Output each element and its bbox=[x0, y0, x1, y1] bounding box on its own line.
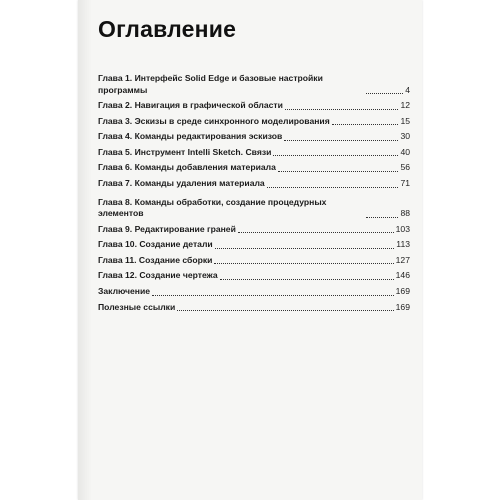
toc-entry-title: Глава 6. Команды добавления материала bbox=[98, 162, 276, 173]
toc-entry bbox=[98, 298, 410, 314]
toc-entry-title: Глава 10. Создание детали bbox=[98, 239, 213, 250]
toc-entry bbox=[98, 251, 410, 267]
dot-leader bbox=[267, 187, 399, 188]
dot-leader bbox=[366, 93, 403, 94]
dot-leader bbox=[284, 140, 398, 141]
book-page bbox=[78, 0, 422, 500]
toc-entry-title: Глава 7. Команды удаления материала bbox=[98, 178, 265, 189]
toc-entry bbox=[98, 220, 410, 236]
dot-leader bbox=[366, 217, 398, 218]
toc-page-number: 40 bbox=[400, 146, 410, 157]
toc-page-number: 71 bbox=[400, 178, 410, 189]
toc-entry bbox=[98, 112, 410, 128]
toc-page-number: 146 bbox=[395, 270, 410, 281]
toc-entry-title: Глава 1. Интерфейс Solid Edge и базовые настройки программы bbox=[98, 73, 323, 95]
toc-entry bbox=[98, 127, 410, 143]
toc-entry bbox=[98, 266, 410, 282]
toc-page-number: 169 bbox=[395, 286, 410, 297]
toc-entry bbox=[98, 235, 410, 251]
toc-entry bbox=[98, 66, 410, 96]
toc-entry-title: Глава 12. Создание чертежа bbox=[98, 270, 218, 281]
table-of-contents bbox=[98, 66, 410, 313]
dot-leader bbox=[177, 310, 393, 311]
toc-entry-title: Глава 8. Команды обработки, создание процедурных элементов bbox=[98, 196, 327, 219]
toc-page-number: 103 bbox=[395, 223, 410, 234]
toc-entry-title: Глава 3. Эскизы в среде синхронного моделирования bbox=[98, 115, 330, 126]
dot-leader bbox=[273, 155, 398, 156]
toc-page-number: 113 bbox=[396, 239, 410, 250]
toc-entry bbox=[98, 96, 410, 112]
dot-leader bbox=[220, 279, 394, 280]
toc-page-number: 169 bbox=[395, 301, 410, 312]
toc-page-number: 88 bbox=[400, 208, 410, 219]
toc-entry bbox=[98, 158, 410, 174]
dot-leader bbox=[152, 295, 394, 296]
toc-page-number: 15 bbox=[400, 115, 410, 126]
toc-page-number: 4 bbox=[405, 84, 410, 95]
toc-entry bbox=[98, 143, 410, 159]
toc-page-number: 127 bbox=[395, 254, 410, 265]
toc-entry bbox=[98, 174, 410, 190]
page-title: Оглавление bbox=[98, 16, 237, 42]
toc-entry-title: Заключение bbox=[98, 286, 151, 297]
dot-leader bbox=[238, 232, 394, 233]
toc-entry bbox=[98, 282, 410, 298]
toc-entry-title: Глава 11. Создание сборки bbox=[98, 254, 213, 265]
toc-entry-title: Глава 2. Навигация в графической области bbox=[98, 100, 283, 111]
toc-entry-title: Полезные ссылки bbox=[98, 301, 176, 312]
toc-page-number: 56 bbox=[400, 162, 410, 173]
dot-leader bbox=[214, 263, 393, 264]
toc-entry-title: Глава 5. Инструмент Intelli Sketch. Связи bbox=[98, 146, 272, 157]
dot-leader bbox=[332, 124, 399, 125]
toc-page-number: 30 bbox=[400, 131, 410, 142]
dot-leader bbox=[215, 248, 395, 249]
dot-leader bbox=[285, 109, 399, 110]
toc-entry bbox=[98, 190, 410, 220]
toc-page-number: 12 bbox=[400, 100, 410, 111]
toc-entry-title: Глава 9. Редактирование граней bbox=[98, 223, 236, 234]
dot-leader bbox=[278, 171, 399, 172]
toc-entry-title: Глава 4. Команды редактирования эскизов bbox=[98, 131, 283, 142]
